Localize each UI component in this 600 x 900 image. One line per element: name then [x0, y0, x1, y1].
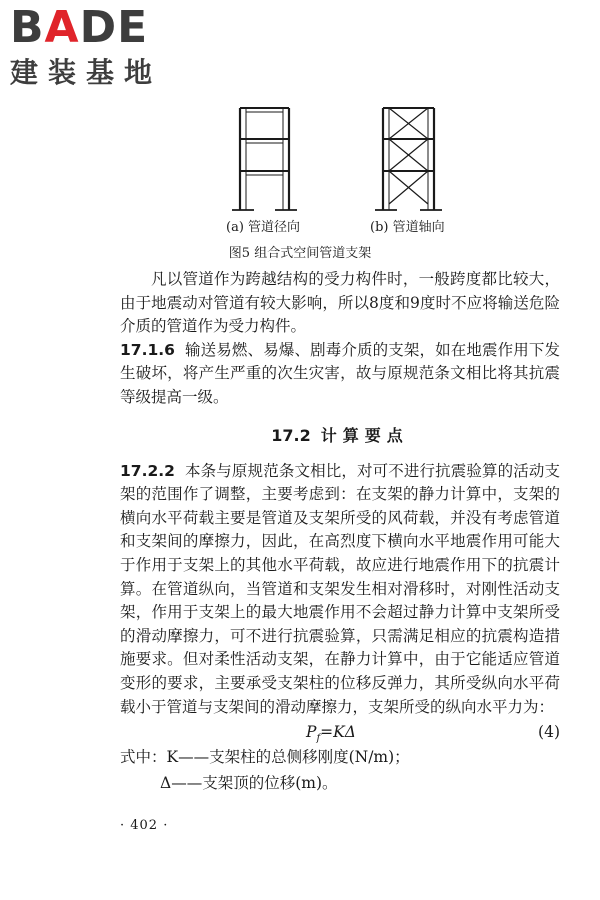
subfigure-a-caption: (a) 管道径向: [226, 220, 301, 235]
logo-letter-a: A: [44, 2, 80, 53]
figure-caption: 图5 组合式空间管道支架: [228, 246, 372, 261]
logo-letter-b: B: [10, 2, 45, 53]
formula-4: [120, 720, 560, 744]
clause-17-1-6: [120, 339, 560, 410]
clause-17-2-2: [120, 460, 560, 720]
formula-lhs-subscript: f: [316, 733, 321, 745]
formula-lhs: P: [306, 723, 317, 742]
where-line-stiffness: 式中：K——支架柱的总侧移刚度(N/m)；: [120, 748, 410, 767]
pipe-support-drawings: [0, 100, 600, 220]
clause-text: 本条与原规范条文相比，对可不进行抗震验算的活动支架的范围作了调整，主要考虑到：在支架的静力计算中，支架的横向水平荷载主要是管道及支架所受的风荷载，并没有考虑管道和支架间的摩擦力，因此，在高烈度下横向水平地震作用可能大于作用于支架上的其他水平荷载，故应进行地震作用下的抗震计算。在管道纵向，当管道和支架发生相对滑移时，对刚性活动支架，作用于支架上的最大地震作用不会超过静力计算中支架所受的滑动摩擦力，可不进行抗震验算，只需满足相应的抗震构造措施要求。但对柔性活动支架，在静力计算中，由于它能适应管道变形的要求，主要承受支架柱的位移反弹力，其所受纵向水平荷载小于管道与支架间的滑动摩擦力，支架所受的纵向水平力为：: [120, 461, 560, 716]
clause-number: 17.1.6: [120, 340, 175, 359]
paragraph-pipe-as-member: 凡以管道作为跨越结构的受力构件时，一般跨度都比较大，由于地震动对管道有较大影响，所以8度和9度时不应将输送危险介质的管道作为受力构件。: [120, 270, 560, 336]
logo-chinese-name: 建装基地: [10, 56, 163, 89]
section-heading: [120, 425, 560, 447]
logo-letters-de: DE: [79, 2, 149, 53]
axial-frame-drawing: [375, 108, 442, 210]
figure-5: [0, 100, 600, 260]
clause-text: 输送易燃、易爆、剧毒介质的支架，如在地震作用下发生破坏，将产生严重的次生灾害，故与原规范条文相比将其抗震等级提高一级。: [120, 340, 560, 406]
section-number: 17.2: [271, 425, 311, 445]
page-number: · 402 ·: [120, 818, 169, 833]
where-line-displacement: Δ——支架顶的位移(m)。: [160, 774, 338, 793]
formula-expression: [306, 720, 356, 751]
brand-logo: [10, 2, 180, 90]
formula-rhs: =KΔ: [320, 723, 356, 742]
equation-number: (4): [538, 723, 560, 742]
section-title: 计算要点: [320, 425, 409, 445]
logo-wordmark: [10, 2, 149, 53]
radial-frame-drawing: [232, 108, 297, 210]
subfigure-b-caption: (b) 管道轴向: [370, 220, 445, 235]
body-text: [120, 268, 560, 796]
clause-number: 17.2.2: [120, 461, 175, 480]
